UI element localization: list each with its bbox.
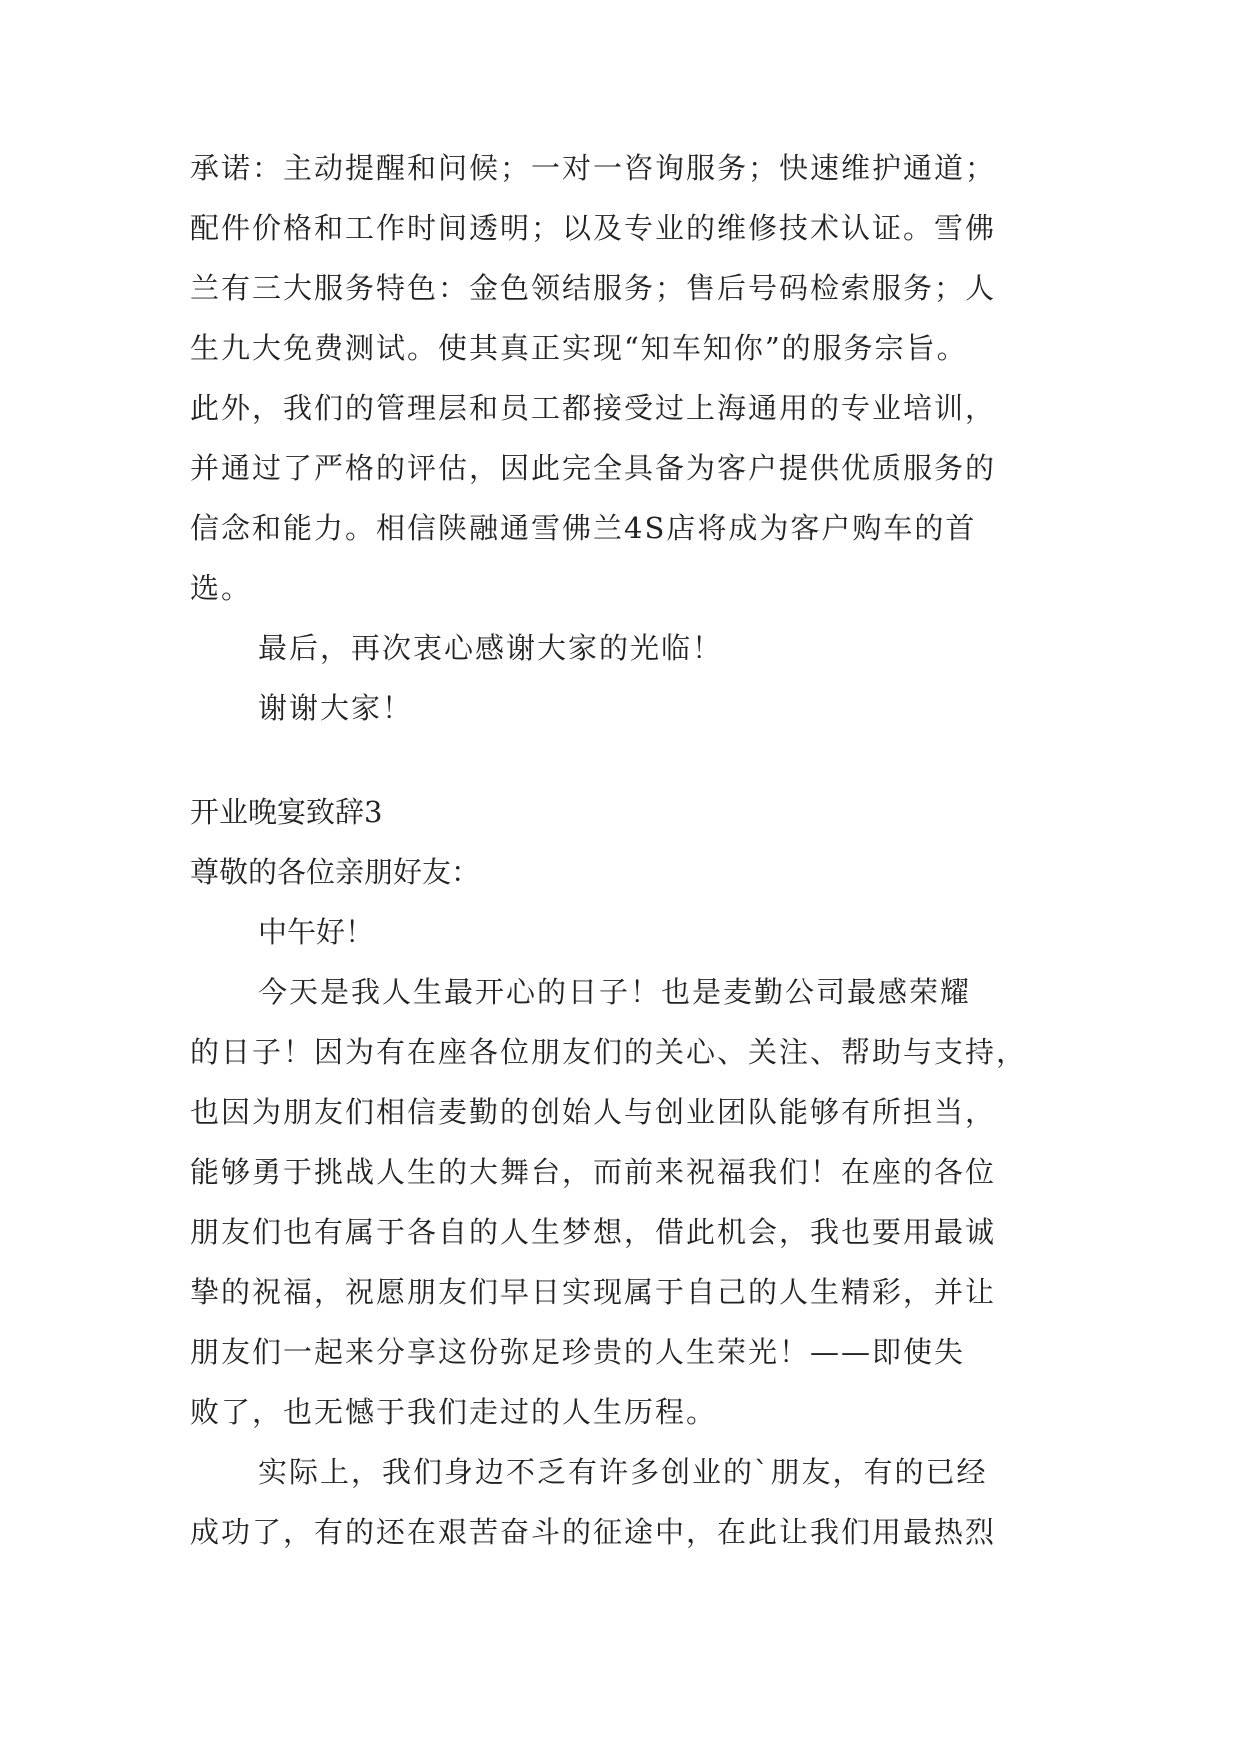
- paragraph-line: 承诺：主动提醒和问候；一对一咨询服务；快速维护通道；: [190, 151, 997, 185]
- paragraph-line: 信念和能力。相信陕融通雪佛兰4S店将成为客户购车的首: [190, 511, 977, 545]
- paragraph-line: 的日子！因为有在座各位朋友们的关心、关注、帮助与支持，: [190, 1035, 1028, 1069]
- paragraph-line: 朋友们一起来分享这份弥足珍贵的人生荣光！——即使失: [190, 1335, 966, 1369]
- paragraph-line: 朋友们也有属于各自的人生梦想，借此机会，我也要用最诚: [190, 1215, 997, 1249]
- paragraph-line: 今天是我人生最开心的日子！也是麦勤公司最感荣耀: [258, 975, 972, 1009]
- paragraph-line: 能够勇于挑战人生的大舞台，而前来祝福我们！在座的各位: [190, 1155, 997, 1189]
- paragraph-line: 生九大免费测试。使其真正实现“知车知你”的服务宗旨。: [190, 331, 968, 365]
- paragraph-line: 挚的祝福，祝愿朋友们早日实现属于自己的人生精彩，并让: [190, 1275, 997, 1309]
- paragraph-line: 也因为朋友们相信麦勤的创始人与创业团队能够有所担当，: [190, 1095, 997, 1129]
- paragraph-line: 此外，我们的管理层和员工都接受过上海通用的专业培训，: [190, 391, 997, 425]
- closing-thanks: 最后，再次衷心感谢大家的光临！: [258, 631, 724, 665]
- paragraph-line: 实际上，我们身边不乏有许多创业的`朋友，有的已经: [258, 1455, 988, 1489]
- salutation: 尊敬的各位亲朋好友：: [190, 855, 481, 889]
- paragraph-line: 成功了，有的还在艰苦奋斗的征途中，在此让我们用最热烈: [190, 1515, 997, 1549]
- paragraph-line: 配件价格和工作时间透明；以及专业的维修技术认证。雪佛: [190, 211, 997, 245]
- thank-you-line: 谢谢大家！: [258, 691, 414, 725]
- greeting: 中午好！: [258, 915, 375, 949]
- paragraph-line: 并通过了严格的评估，因此完全具备为客户提供优质服务的: [190, 451, 997, 485]
- section-title: 开业晚宴致辞3: [190, 795, 383, 829]
- paragraph-line: 兰有三大服务特色：金色领结服务；售后号码检索服务；人: [190, 271, 997, 305]
- paragraph-line: 选。: [190, 571, 253, 605]
- paragraph-line: 败了，也无憾于我们走过的人生历程。: [190, 1395, 718, 1429]
